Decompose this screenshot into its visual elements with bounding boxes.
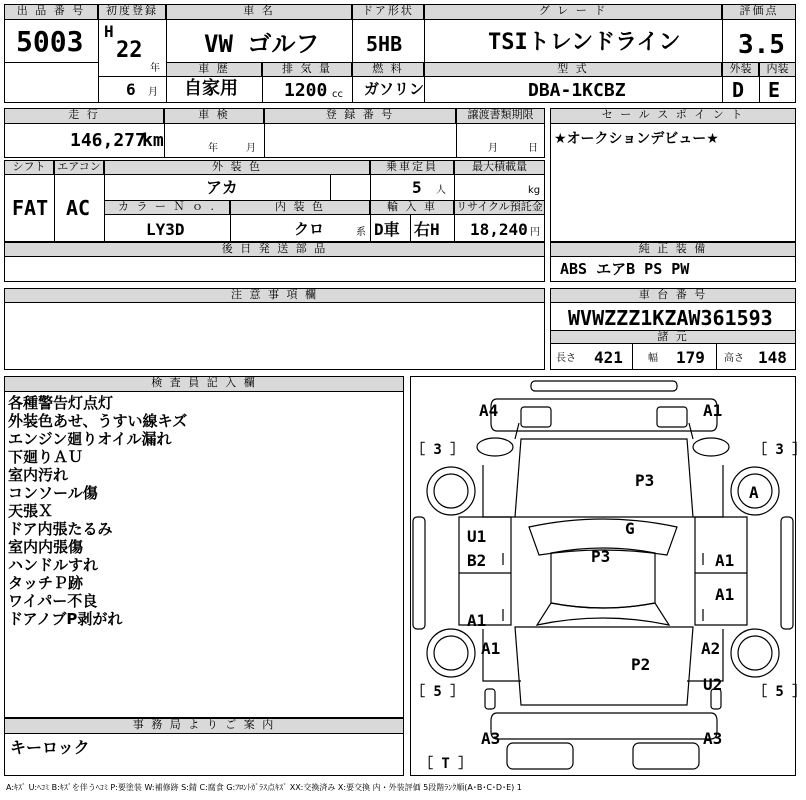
first-reg-year: 22 — [116, 38, 143, 63]
dmg-left-door-u: U1 — [467, 527, 487, 546]
recycle-label: リサイクル預託金 — [454, 200, 545, 215]
inspection-label: 車 検 — [164, 108, 264, 124]
width-label: 幅 — [648, 353, 658, 364]
ext-color-label: 外 装 色 — [104, 160, 370, 175]
displacement-label: 排 気 量 — [262, 62, 352, 77]
dmg-right-rear: A2 — [701, 639, 721, 658]
history-label: 車 歴 — [166, 62, 262, 77]
dmg-rear-left: A3 — [481, 729, 501, 748]
sales-point-label: セ ー ル ス ポ イ ン ト — [550, 108, 796, 124]
era: H — [104, 22, 114, 41]
sales-point-box — [550, 108, 796, 242]
dmg-left-wheel-rear: A1 — [481, 639, 501, 658]
office-text: キーロック — [10, 738, 90, 757]
dmg-roof-mid: P3 — [591, 547, 611, 566]
remark-line: ドアノブP剥がれ — [8, 610, 123, 628]
year-unit: 年 — [150, 63, 160, 74]
inspector-remarks-list — [8, 394, 398, 628]
tire-fr: ［ 3 ］ — [753, 442, 806, 458]
recycle-unit: 円 — [530, 227, 540, 238]
steering: 右H — [414, 220, 440, 239]
remark-line: ドア内張たるみ — [8, 520, 113, 538]
history: 自家用 — [184, 78, 238, 99]
dmg-right-door-a2: A1 — [715, 585, 735, 604]
tire-spare: ［ T ］ — [419, 756, 473, 772]
car-name: VW ゴルフ — [204, 30, 320, 58]
spec-label: 諸 元 — [550, 330, 796, 344]
capacity-label: 乗車定員 — [370, 160, 454, 175]
shift-label: シフト — [4, 160, 54, 175]
load-label: 最大積載量 — [454, 160, 545, 175]
dmg-left-rear-a: A1 — [467, 611, 487, 630]
remark-line: 室内汚れ — [8, 466, 69, 484]
first-reg-label: 初度登録 — [98, 4, 166, 20]
chassis-label: 車 台 番 号 — [550, 288, 796, 303]
lot-no: 5003 — [16, 25, 84, 58]
month-unit: 月 — [148, 87, 158, 98]
mileage-unit: km — [142, 130, 164, 151]
fuel: ガソリン — [364, 80, 425, 98]
dmg-right-rear-u: U2 — [703, 675, 723, 694]
capacity-unit: 人 — [436, 185, 446, 196]
displacement: 1200 — [284, 80, 328, 101]
inspector-label: 検 査 員 記 入 欄 — [4, 376, 404, 392]
dmg-rear-right: A3 — [703, 729, 723, 748]
door-type: 5HB — [366, 32, 403, 56]
int-label: 内装 — [759, 62, 796, 77]
shift: FAT — [12, 196, 49, 220]
grade-label: グ レ ー ド — [424, 4, 722, 20]
remark-line: エンジン廻りオイル漏れ — [8, 430, 172, 448]
reg-no-label: 登 録 番 号 — [264, 108, 456, 124]
int-score: E — [768, 78, 781, 102]
height-label: 高さ — [724, 353, 744, 364]
color-no: LY3D — [146, 220, 185, 239]
car-diagram-svg — [411, 377, 795, 775]
mileage: 146,277 — [70, 130, 146, 151]
dmg-trunk: P2 — [631, 655, 651, 674]
height: 148 — [758, 348, 787, 367]
remark-line: ワイパー不良 — [8, 592, 98, 610]
dmg-roof: G — [625, 519, 635, 538]
ext-color: アカ — [206, 178, 238, 197]
model: DBA-1KCBZ — [528, 80, 626, 101]
score: 3.5 — [738, 30, 785, 60]
mileage-label: 走 行 — [4, 108, 164, 124]
width: 179 — [676, 348, 705, 367]
length: 421 — [594, 348, 623, 367]
car-name-label: 車 名 — [166, 4, 352, 20]
int-color-unit: 系 — [356, 227, 366, 238]
equipment-label: 純 正 装 備 — [550, 242, 796, 257]
ac: AC — [66, 196, 91, 220]
sales-point-text: ★オークションデビュー★ — [554, 131, 719, 147]
remark-line: タッチＰ跡 — [8, 574, 84, 592]
legend: A:ｷｽﾞ U:ﾍｺﾐ B:ｷｽﾞを伴うﾍｺﾐ P:要塗装 W:補修跡 S:錆 C:腐食 G:ﾌﾛﾝﾄｶﾞﾗｽ点ｷｽﾞ XX:交換済み X:要交換 内・外装評価 5段階ﾗﾝｸ順(A･B･C･D･E) 1 — [6, 783, 522, 792]
remark-line: コンソール傷 — [8, 484, 98, 502]
remark-line: 外装色あせ、うすい線キズ — [8, 412, 188, 430]
int-color: クロ — [294, 220, 325, 238]
transfer-month-unit: 月 — [488, 143, 498, 154]
remark-line: 各種警告灯点灯 — [8, 394, 114, 412]
fuel-label: 燃 料 — [352, 62, 424, 77]
tire-fl: ［ 3 ］ — [411, 442, 465, 458]
load-unit: kg — [528, 185, 541, 196]
dmg-left-door-b: B2 — [467, 551, 487, 570]
import-type: D車 — [374, 220, 400, 239]
tire-rl: ［ 5 ］ — [411, 684, 465, 700]
int-color-label: 内 装 色 — [230, 200, 370, 215]
damage-diagram — [410, 376, 806, 776]
remark-line: 室内内張傷 — [8, 538, 84, 556]
later-parts-label: 後 日 発 送 部 品 — [4, 242, 545, 257]
remark-line: 下廻りＡＵ — [8, 448, 84, 466]
first-reg-month: 6 — [126, 80, 136, 99]
dmg-front-left: A4 — [479, 401, 499, 420]
dmg-roof-rear: P3 — [635, 471, 655, 490]
lot-no-label: 出 品 番 号 — [4, 4, 98, 20]
insp-month-unit: 月 — [246, 143, 256, 154]
remark-line: ハンドルすれ — [8, 556, 99, 574]
vin: WVWZZZ1KZAW361593 — [568, 306, 773, 330]
capacity: 5 — [412, 178, 422, 197]
office-label: 事 務 局 よ り ご 案 内 — [4, 718, 404, 734]
transfer-day-unit: 日 — [528, 143, 538, 154]
insp-year-unit: 年 — [208, 143, 218, 154]
transfer-label: 譲渡書類期限 — [456, 108, 545, 124]
dmg-right-door-a: A1 — [715, 551, 735, 570]
score-label: 評価点 — [722, 4, 796, 20]
model-label: 型 式 — [424, 62, 722, 77]
tire-rr: ［ 5 ］ — [753, 684, 806, 700]
import-label: 輸 入 車 — [370, 200, 454, 215]
equipment-text: ABS エアB PS PW — [560, 260, 690, 278]
recycle: 18,240 — [470, 220, 528, 239]
door-label: ドア形状 — [352, 4, 424, 20]
displacement-unit: cc — [332, 89, 343, 100]
ext-label: 外装 — [722, 62, 759, 77]
ext-score: D — [732, 78, 745, 102]
grade: TSIトレンドライン — [488, 30, 681, 55]
ac-label: エアコン — [54, 160, 104, 175]
remark-line: 天張Ｘ — [8, 502, 54, 520]
dmg-wheel-fr: A — [749, 483, 759, 502]
dmg-front-right: A1 — [703, 401, 723, 420]
color-no-label: カ ラ ー Ｎ ｏ . — [104, 200, 230, 215]
length-label: 長さ — [556, 353, 576, 364]
notes-label: 注 意 事 項 欄 — [4, 288, 545, 303]
